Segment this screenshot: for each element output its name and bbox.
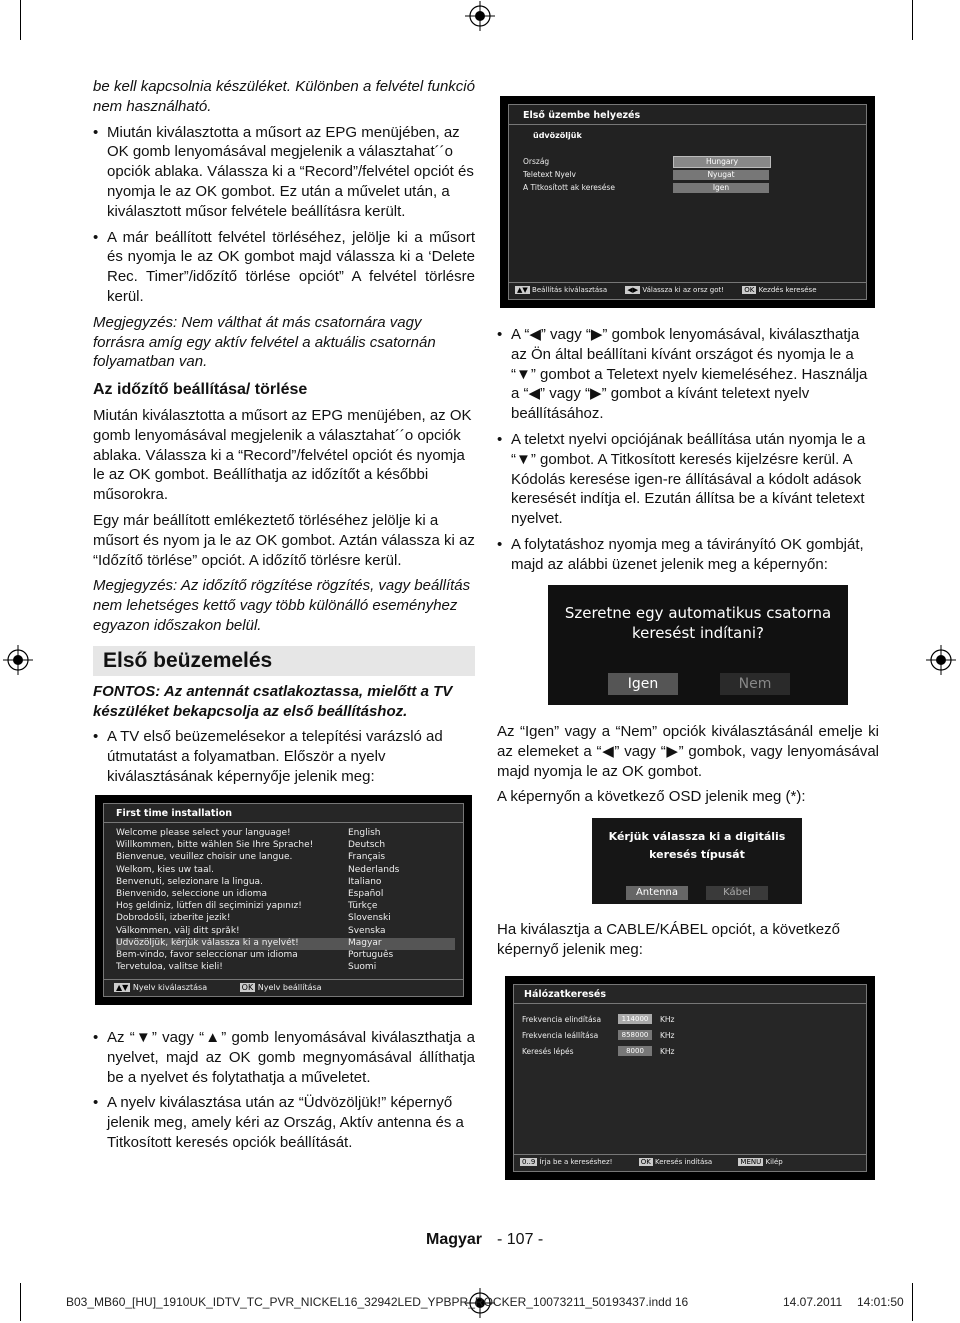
settings-list <box>523 155 852 194</box>
language-name: Magyar <box>348 937 382 948</box>
hint-text: Kezdés keresése <box>758 286 817 294</box>
language-row[interactable] <box>116 865 455 877</box>
note: Megjegyzés: Az időzítő rögzítése rögzítés, vagy beállítás nem lehetséges kettő vagy több különálló eseményhez egyazon időszakon belül. <box>93 577 471 634</box>
frequency-unit: KHz <box>660 1014 675 1024</box>
bullet-item: • Az “▼” vagy “▲” gomb lenyomásával kiválaszthatja a nyelvet, majd az OK gomb megnyomásával állíthatja be a nyelvet és folytathatja a műveletet. <box>93 1028 475 1087</box>
hint-text: Nyelv kiválasztása <box>132 983 208 992</box>
hint-text: Írja be a kereséshez! <box>539 1158 613 1166</box>
language-name: Deutsch <box>348 840 386 851</box>
hint-text: Nyelv beállítása <box>257 983 322 992</box>
frequency-value[interactable]: 8000 <box>618 1046 652 1056</box>
paragraph: Egy már beállított emlékeztető törléséhez jelölje ki a műsort és nyom ja le az OK gombot. Aztán válassza ki az “Időzítő törlése” opciót. A időzítő törlésre kerül. <box>93 511 475 569</box>
setting-label: A Titkosított ak keresése <box>523 183 615 192</box>
welcome-screenshot <box>500 96 875 308</box>
left-column <box>93 77 475 787</box>
auto-search-dialog <box>548 585 848 705</box>
language-row[interactable] <box>116 901 455 913</box>
bullet-item: • A folytatáshoz nyomja meg a távirányító OK gombját, majd az alábbi üzenet jelenik meg a képernyőn: <box>497 535 879 575</box>
language-row[interactable] <box>116 926 455 938</box>
language-row[interactable] <box>116 828 455 840</box>
bullet-item: • A nyelv kiválasztása után az “Üdvözöljük!” képernyő jelenik meg, amely kéri az Ország, Aktív antenna és a Titkosított keresés opciók beállítását. <box>93 1093 475 1152</box>
frequency-list <box>522 1011 858 1059</box>
registration-mark-left <box>3 645 33 675</box>
bullet-item: • A “◀” vagy “▶” gombok lenyomásával, kiválaszthatja az Ön által beállítani kívánt országot és nyomja le a “▼” gombot a Teletext nyelv kiemeléséhez. Használja a “◀” vagy “▶” gombot a kívánt teletext nyelv beállításához. <box>497 325 879 424</box>
paragraph: A képernyőn a következő OSD jelenik meg (*): <box>497 788 806 806</box>
right-column <box>497 325 879 575</box>
ok-key-icon: OK <box>744 286 755 294</box>
welcome-text: Dobrodošli, izberite jezik! <box>116 913 231 924</box>
section-heading: Az időzítő beállítása/ törlése <box>93 381 308 399</box>
setting-value: Igen <box>673 183 769 193</box>
paragraph: Az “Igen” vagy a “Nem” opciók kiválasztásánál emelje ki az elemeket a “◀” vagy “▶” gombok, vagy lenyomásával majd nyomja le az OK gombot. <box>497 723 879 780</box>
cable-button[interactable]: Kábel <box>706 886 768 900</box>
frequency-label: Frekvencia elindítása <box>522 1014 602 1024</box>
print-time: 14:01:50 <box>857 1295 904 1309</box>
paragraph: Ha kiválasztja a CABLE/KÁBEL opciót, a következő képernyő jelenik meg: <box>497 921 840 958</box>
setting-row[interactable] <box>523 168 852 181</box>
setting-value: Nyugat <box>673 170 769 180</box>
welcome-text: Welkom, kies uw taal. <box>116 864 214 875</box>
print-filename: B03_MB60_[HU]_1910UK_IDTV_TC_PVR_NICKEL16_32942LED_YPBPR_ROCKER_10073211_50193437.indd 16 <box>66 1295 689 1309</box>
welcome-text: Välkommen, välj ditt språk! <box>116 925 240 936</box>
welcome-text: Benvenuti, selezionare la lingua. <box>116 876 263 887</box>
dialog-question: Kérjük válassza ki a digitális keresés típusát <box>608 830 786 861</box>
ok-key-icon: OK <box>241 983 254 992</box>
language-name: Slovenski <box>348 913 391 924</box>
frequency-row[interactable] <box>522 1011 858 1027</box>
digits-key-icon: 0..9 <box>522 1158 536 1166</box>
frequency-unit: KHz <box>660 1046 675 1056</box>
setting-label: Teletext Nyelv <box>523 170 576 179</box>
language-name: Suomi <box>348 962 377 973</box>
no-button[interactable]: Nem <box>720 673 790 695</box>
welcome-text: Hoş geldiniz, lütfen dil seçiminizi yapınız! <box>116 901 302 912</box>
cable-search-screenshot <box>505 976 875 1180</box>
hint-text: Válassza ki az orsz got! <box>642 286 725 294</box>
welcome-text: Tervetuloa, valitse kieli! <box>116 962 223 973</box>
language-name: Svenska <box>348 925 386 936</box>
footer-hint <box>114 982 322 993</box>
menu-key-icon: MENU <box>740 1158 762 1166</box>
language-name: Türkçe <box>348 901 378 912</box>
welcome-text: Welcome please select your language! <box>116 828 291 838</box>
setting-row[interactable] <box>523 181 852 194</box>
frequency-label: Keresés lépés <box>522 1046 574 1056</box>
frequency-label: Frekvencia leállítása <box>522 1030 599 1040</box>
language-name: Português <box>348 949 394 960</box>
antenna-button[interactable]: Antenna <box>626 886 688 900</box>
screen-title: Hálózatkeresés <box>524 989 607 1000</box>
footer-hint <box>520 1157 783 1168</box>
bullet-item: • Miután kiválasztotta a műsort az EPG menüjében, az OK gomb lenyomásával megjelenik a választahat´´o opciók ablaka. Válassza ki a “Record”/felvétel opciót és nyomja le az OK gombot. Ez után a művelet után, a kiválasztott műsor felvétele beállításra került. <box>93 123 475 222</box>
hint-text: Beállítás kiválasztása <box>532 286 608 294</box>
language-name: Français <box>348 852 386 863</box>
bullet-item: • A már beállított felvétel törléséhez, jelölje ki a műsort és nyomja le az OK gombot majd válassza ki a ‘Delete Rec. Timer”/időzítő törlése opciót” A felvétel törlésre kerül. <box>93 228 475 307</box>
bullet-item: • A teletxt nyelvi opciójának beállítása után nyomja le a “▼” gombot. A Titkosított keresés kijelzésre kerül. A Kódolás keresése igen-re állításával a kódolt adások keresését indítja el. Ezután állítsa be a kívánt teletext nyelvet. <box>497 430 879 529</box>
language-name: Español <box>348 888 384 899</box>
crop-line <box>912 0 913 40</box>
crop-line <box>20 0 21 40</box>
language-row[interactable] <box>116 938 455 950</box>
frequency-row[interactable] <box>522 1043 858 1059</box>
language-row[interactable] <box>116 852 455 864</box>
screen-title: First time installation <box>116 808 233 819</box>
language-selection-screenshot <box>95 795 472 1005</box>
paragraph: be kell kapcsolnia készüléket. Különben a felvétel funkció nem használható. <box>93 78 475 115</box>
crop-line <box>912 1283 913 1321</box>
frequency-unit: KHz <box>660 1030 675 1040</box>
arrows-icon: ◀▶ <box>627 286 639 294</box>
welcome-text: Willkommen, bitte wählen Sie Ihre Sprache! <box>116 840 314 851</box>
language-row[interactable] <box>116 889 455 901</box>
paragraph: Miután kiválasztotta a műsort az EPG menüjében, az OK gomb lenyomásával megjelenik a választahat´´o opciók ablaka. Válassza ki a “Record”/felvétel opciót és nyomja le az OK gombot. Beállíthatja az időzítőt a későbbi műsorokra. <box>93 406 472 504</box>
language-row[interactable] <box>116 962 455 974</box>
chapter-heading: Első beüzemelés <box>93 646 475 676</box>
frequency-row[interactable] <box>522 1027 858 1043</box>
arrows-icon: ▲▼ <box>116 983 129 992</box>
print-date: 14.07.2011 <box>783 1295 843 1309</box>
footer-hint <box>515 285 817 296</box>
language-name: Italiano <box>348 876 382 887</box>
right-column-low <box>497 920 879 960</box>
language-row[interactable] <box>116 950 455 962</box>
hint-text: Keresés indítása <box>655 1158 713 1166</box>
language-row[interactable] <box>116 913 455 925</box>
left-column-bottom <box>93 1028 475 1153</box>
search-type-dialog <box>592 818 802 904</box>
setting-value: Hungary <box>673 156 771 168</box>
page-language: Magyar <box>426 1231 483 1248</box>
page-number: - 107 - <box>497 1231 544 1248</box>
frequency-value[interactable]: 858000 <box>618 1030 652 1040</box>
ok-key-icon: OK <box>640 1158 651 1166</box>
registration-mark-right <box>926 645 956 675</box>
registration-mark-top <box>465 1 495 31</box>
bullet-item: • A TV első beüzemelésekor a telepítési varázsló ad útmutatást a folyamatban. Először a nyelv kiválasztásának képernyője jelenik meg: <box>93 727 475 786</box>
setting-label: Ország <box>523 157 550 166</box>
welcome-text: Bem-vindo, favor seleccionar um idioma <box>116 949 298 960</box>
crop-line <box>20 1283 21 1321</box>
welcome-text: Üdvözöljük, kérjük válassza ki a nyelvét! <box>116 937 299 948</box>
dialog-question: Szeretne egy automatikus csatorna keresést indítani? <box>564 604 832 642</box>
language-list <box>116 828 455 974</box>
hint-text: Kilép <box>765 1158 783 1166</box>
warning: FONTOS: Az antennát csatlakoztassa, mielőtt a TV készüléket bekapcsolja az első beállításhoz. <box>93 682 453 720</box>
arrows-icon: ▲▼ <box>517 286 528 294</box>
right-column-mid <box>497 722 879 807</box>
frequency-value[interactable]: 114000 <box>618 1014 652 1024</box>
screen-subtitle: üdvözöljük <box>533 131 582 140</box>
note: Megjegyzés: Nem válthat át más csatornára vagy forrásra amíg egy aktív felvétel a aktuális csatornán folyamatban van. <box>93 313 436 371</box>
welcome-text: Bienvenue, veuillez choisir une langue. <box>116 852 293 863</box>
screen-title: Első üzembe helyezés <box>523 110 641 121</box>
language-row[interactable] <box>116 877 455 889</box>
language-name: English <box>348 828 381 838</box>
language-row[interactable] <box>116 840 455 852</box>
yes-button[interactable]: Igen <box>608 673 678 695</box>
language-name: Nederlands <box>348 864 400 875</box>
welcome-text: Bienvenido, seleccione un idioma <box>116 888 267 899</box>
setting-row[interactable] <box>523 155 852 168</box>
